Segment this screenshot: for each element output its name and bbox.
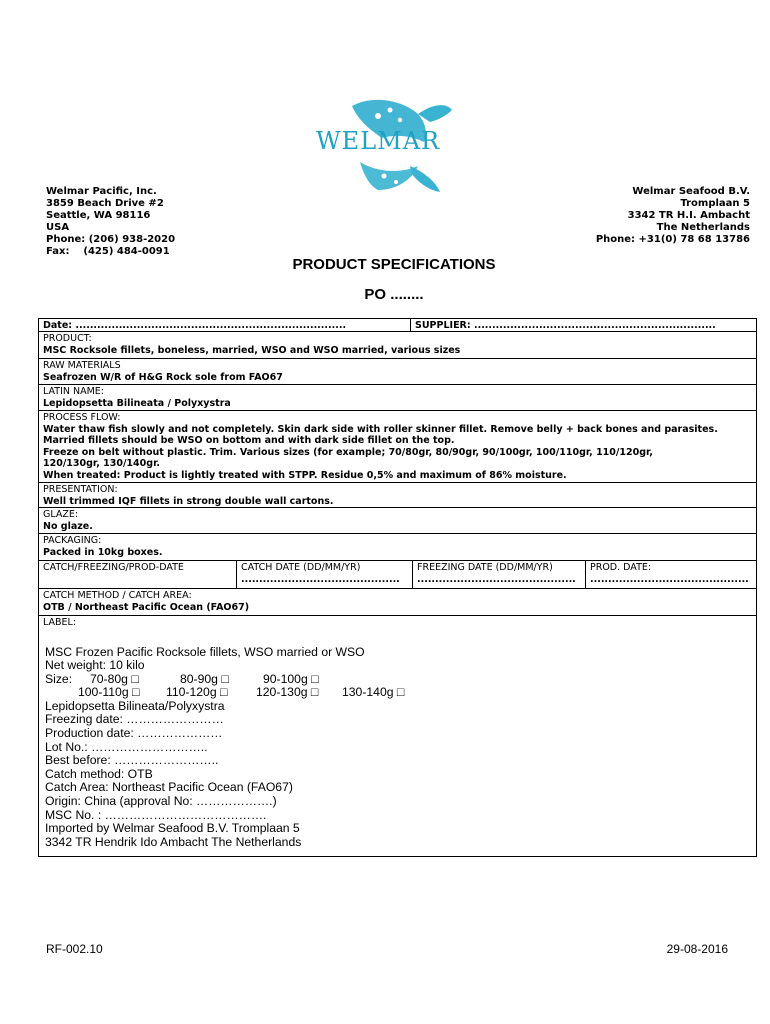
packaging-row <box>39 534 756 561</box>
catch-dates-row <box>39 561 756 589</box>
label-line: MSC Frozen Pacific Rocksole fillets, WSO married or WSO <box>45 644 365 659</box>
catch-date-cell[interactable] <box>236 561 412 588</box>
glaze-label: GLAZE: <box>43 509 79 520</box>
label-line: Origin: China (approval No: ……………….) <box>45 794 277 809</box>
brand-name: WELMAR <box>316 127 441 155</box>
label-row <box>39 616 756 856</box>
process-flow-line: Married fillets should be WSO on bottom and with dark side fillet on the top. <box>43 435 455 446</box>
address-line: Welmar Seafood B.V. <box>632 186 750 197</box>
size-option[interactable]: 90-100g □ <box>263 671 319 686</box>
catch-method-value: OTB / Northeast Pacific Ocean (FAO67) <box>43 601 250 613</box>
label-line: 3342 TR Hendrik Ido Ambacht The Netherlands <box>45 834 302 849</box>
document-title: PRODUCT SPECIFICATIONS <box>292 256 496 273</box>
size-options-row <box>45 686 752 700</box>
freezing-date-label: FREEZING DATE (DD/MM/YR) <box>417 562 553 573</box>
address-line: Phone: +31(0) 78 68 13786 <box>595 234 750 245</box>
address-line: USA <box>46 222 70 233</box>
label-line: Catch Area: Northeast Pacific Ocean (FAO67) <box>45 780 293 795</box>
address-line: 3342 TR H.I. Ambacht <box>627 210 750 221</box>
catch-date-dots: ............................................ <box>241 573 400 585</box>
raw-materials-label: RAW MATERIALS <box>43 360 121 371</box>
product-row <box>39 332 756 359</box>
label-line: Catch method: OTB <box>45 766 153 781</box>
address-line: Phone: (206) 938-2020 <box>46 234 176 245</box>
freezing-date-cell[interactable] <box>412 561 585 588</box>
catch-header-cell <box>39 561 236 588</box>
latin-name-row <box>39 385 756 411</box>
size-option[interactable]: 100-110g □ <box>78 685 140 700</box>
process-flow-row <box>39 411 756 483</box>
freezing-date-dots: ............................................ <box>417 573 576 585</box>
date-supplier-row <box>39 319 756 332</box>
size-options-row <box>45 673 752 687</box>
catch-method-label: CATCH METHOD / CATCH AREA: <box>43 590 192 601</box>
process-flow-line: When treated: Product is lightly treated with STPP. Residue 0,5% and maximum of 86% moisture. <box>43 469 567 481</box>
label-line: MSC No. : …………………………………. <box>45 807 267 822</box>
address-line: 3859 Beach Drive #2 <box>46 198 164 209</box>
presentation-row <box>39 483 756 508</box>
label-line: Lot No.: ……………………….. <box>45 739 208 754</box>
address-line: Fax: (425) 484-0091 <box>46 246 170 257</box>
packaging-value: Packed in 10kg boxes. <box>43 546 163 558</box>
form-date: 29-08-2016 <box>666 942 728 956</box>
right-address <box>596 186 750 246</box>
address-line: Seattle, WA 98116 <box>46 210 151 221</box>
label-text <box>45 646 752 850</box>
size-option[interactable]: 80-90g □ <box>180 671 229 686</box>
label-line: Net weight: 10 kilo <box>45 658 145 673</box>
catch-header-label: CATCH/FREEZING/PROD-DATE <box>43 562 184 573</box>
date-field[interactable]: Date: ........................................................................... <box>43 320 347 331</box>
presentation-label: PRESENTATION: <box>43 484 118 495</box>
size-option[interactable]: 70-80g □ <box>90 671 139 686</box>
presentation-value: Well trimmed IQF fillets in strong double wall cartons. <box>43 495 334 507</box>
raw-materials-value: Seafrozen W/R of H&G Rock sole from FAO67 <box>43 371 283 383</box>
process-flow-line: 120/130gr, 130/140gr. <box>43 458 161 469</box>
prod-date-cell[interactable] <box>585 561 756 588</box>
size-option[interactable]: 110-120g □ <box>166 685 228 700</box>
catch-method-row <box>39 589 756 616</box>
glaze-row <box>39 508 756 534</box>
label-line: Production date: ………………… <box>45 726 223 741</box>
size-option[interactable]: 120-130g □ <box>256 685 319 700</box>
label-label: LABEL: <box>43 617 77 628</box>
latin-name-value: Lepidopsetta Bilineata / Polyxystra <box>43 397 231 409</box>
catch-date-label: CATCH DATE (DD/MM/YR) <box>241 562 361 573</box>
size-prefix: Size: <box>45 671 73 686</box>
address-line: The Netherlands <box>656 222 750 233</box>
latin-name-label: LATIN NAME: <box>43 386 105 397</box>
glaze-value: No glaze. <box>43 520 93 532</box>
packaging-label: PACKAGING: <box>43 535 102 546</box>
process-flow-line: Freeze on belt without plastic. Trim. Various sizes (for example; 70/80gr, 80/90gr, 90/100gr, 100/110gr, 110/120gr, <box>43 446 653 458</box>
po-number: PO ........ <box>364 286 424 303</box>
label-line: Lepidopsetta Bilineata/Polyxystra <box>45 698 225 713</box>
raw-materials-row <box>39 359 756 385</box>
label-line: Freezing date: …………………… <box>45 712 224 727</box>
address-line: Tromplaan 5 <box>680 198 750 209</box>
label-line: Imported by Welmar Seafood B.V. Tromplaan 5 <box>45 821 300 836</box>
product-value: MSC Rocksole fillets, boneless, married, WSO and WSO married, various sizes <box>43 344 461 356</box>
supplier-field[interactable]: SUPPLIER: ................................................................... <box>410 319 756 331</box>
process-flow-line: Water thaw fish slowly and not completely. Skin dark side with roller skinner fillet. Remove belly + back bones and parasites. <box>43 423 718 435</box>
address-line: Welmar Pacific, Inc. <box>46 186 157 197</box>
prod-date-label: PROD. DATE: <box>590 562 652 573</box>
label-line: Best before: …………………….. <box>45 753 219 768</box>
size-option[interactable]: 130-140g □ <box>342 685 405 700</box>
product-label: PRODUCT: <box>43 333 92 344</box>
process-flow-label: PROCESS FLOW: <box>43 412 121 423</box>
prod-date-dots: ............................................ <box>590 573 749 585</box>
left-address <box>46 186 175 258</box>
form-reference: RF-002.10 <box>46 942 103 956</box>
specification-table <box>38 318 757 857</box>
